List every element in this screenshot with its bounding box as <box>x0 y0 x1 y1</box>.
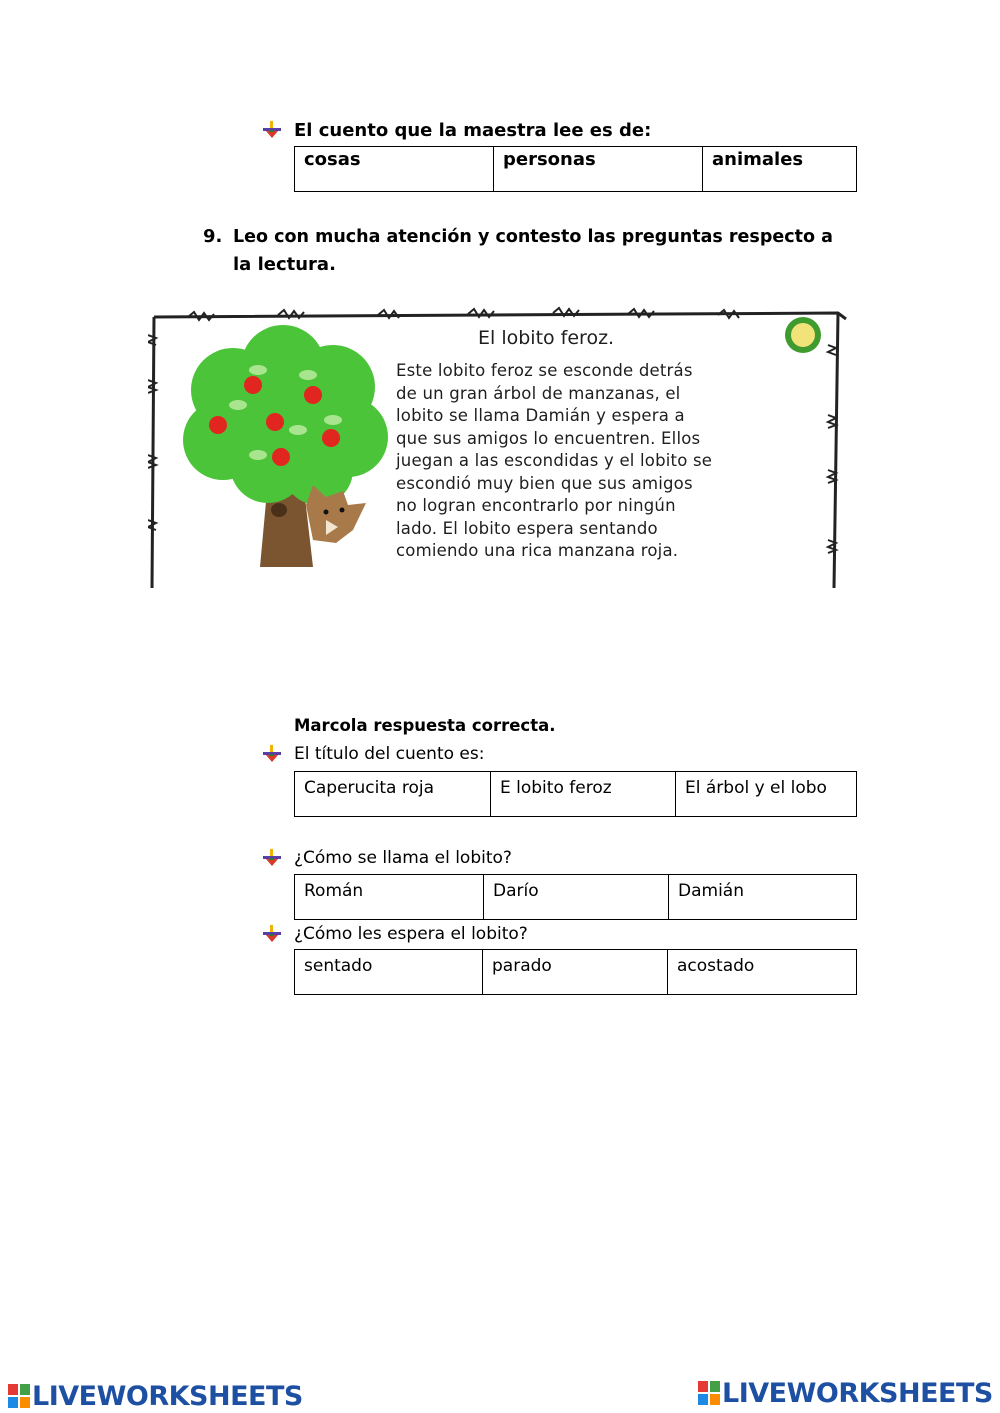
option-parado[interactable]: parado <box>483 950 668 995</box>
arrow-bullet-icon <box>263 745 281 763</box>
footer-logo-text: LIVEWORKSHEETS <box>722 1377 993 1409</box>
liveworksheets-logo-icon <box>698 1381 720 1405</box>
question-name-options <box>294 874 857 920</box>
question-wait-prompt: ¿Cómo les espera el lobito? <box>294 924 528 944</box>
q8-options <box>294 146 857 192</box>
story-line: que sus amigos lo encuentren. Ellos <box>396 428 701 448</box>
footer-logo-right <box>698 1378 993 1408</box>
q8-option-cosas[interactable]: cosas <box>295 147 494 192</box>
footer-logo-text: LIVEWORKSHEETS <box>32 1380 303 1412</box>
answer-instruction: Marcola respuesta correcta. <box>294 716 556 735</box>
story-line: juegan a las escondidas y el lobito se <box>396 451 713 470</box>
question-title-prompt: El título del cuento es: <box>294 744 485 764</box>
arrow-bullet-icon <box>263 121 281 139</box>
option-dario[interactable]: Darío <box>484 875 669 920</box>
story-text <box>396 360 826 563</box>
q8-prompt: El cuento que la maestra lee es de: <box>294 120 652 141</box>
option-sentado[interactable]: sentado <box>295 950 483 995</box>
q8-option-animales[interactable]: animales <box>703 147 857 192</box>
option-caperucita-roja[interactable]: Caperucita roja <box>295 772 491 817</box>
story-card <box>148 305 858 588</box>
option-roman[interactable]: Román <box>295 875 484 920</box>
story-line: comiendo una rica manzana roja. <box>396 541 679 560</box>
question-wait-options <box>294 949 857 995</box>
story-line: Este lobito feroz se esconde detrás <box>396 361 693 380</box>
arrow-bullet-icon <box>263 849 281 867</box>
q9-instruction-line1: Leo con mucha atención y contesto las preguntas respecto a <box>233 227 833 247</box>
q9-number: 9. <box>203 226 223 247</box>
story-line: lobito se llama Damián y espera a <box>396 406 685 425</box>
footer-logo-left <box>8 1381 303 1411</box>
q8-option-personas[interactable]: personas <box>494 147 703 192</box>
liveworksheets-logo-icon <box>8 1384 30 1408</box>
option-e-lobito-feroz[interactable]: E lobito feroz <box>491 772 676 817</box>
option-el-arbol-y-el-lobo[interactable]: El árbol y el lobo <box>676 772 857 817</box>
story-line: de un gran árbol de manzanas, el <box>396 383 681 403</box>
question-name-prompt: ¿Cómo se llama el lobito? <box>294 848 512 868</box>
story-line: escondió muy bien que sus amigos <box>396 473 693 493</box>
arrow-bullet-icon <box>263 925 281 943</box>
story-line: no logran encontrarlo por ningún <box>396 496 676 515</box>
question-title-options <box>294 771 857 817</box>
q9-instruction-line2: la lectura. <box>233 254 336 275</box>
story-title: El lobito feroz. <box>478 327 615 349</box>
option-damian[interactable]: Damián <box>669 875 857 920</box>
option-acostado[interactable]: acostado <box>668 950 857 995</box>
story-line: lado. El lobito espera sentando <box>396 518 658 538</box>
